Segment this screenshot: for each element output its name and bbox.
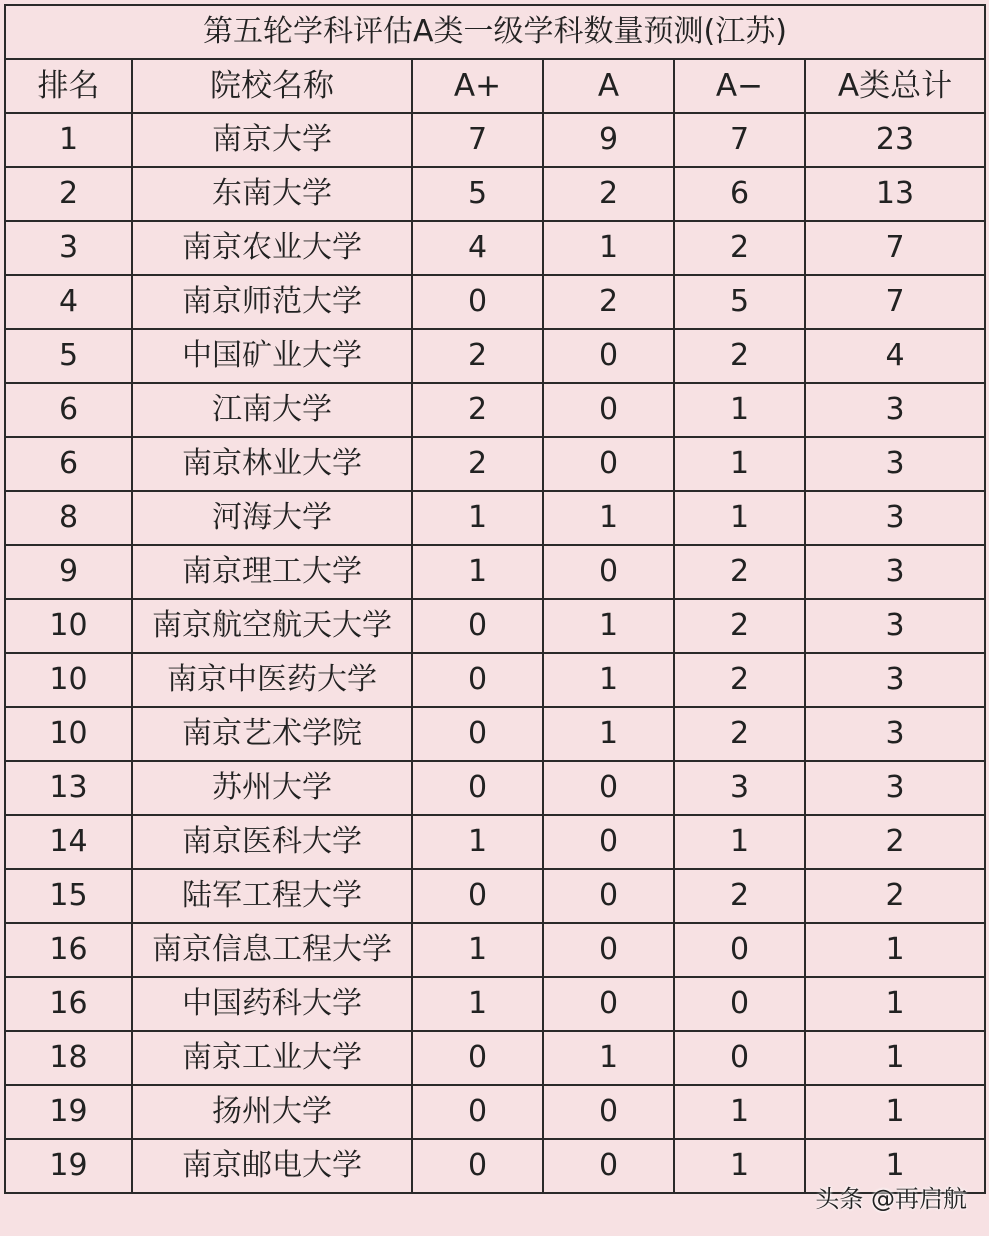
rank-cell: 18 bbox=[5, 1031, 132, 1085]
a-minus-cell: 2 bbox=[674, 545, 805, 599]
col-header-school: 院校名称 bbox=[132, 59, 412, 113]
school-cell: 陆军工程大学 bbox=[132, 869, 412, 923]
a-total-cell: 3 bbox=[805, 707, 985, 761]
a-total-cell: 13 bbox=[805, 167, 985, 221]
a-plus-cell: 4 bbox=[412, 221, 543, 275]
school-cell: 东南大学 bbox=[132, 167, 412, 221]
table-row bbox=[5, 599, 985, 653]
a-minus-cell: 5 bbox=[674, 275, 805, 329]
a-minus-cell: 2 bbox=[674, 599, 805, 653]
a-cell: 0 bbox=[543, 437, 674, 491]
rank-cell: 16 bbox=[5, 977, 132, 1031]
school-cell: 南京大学 bbox=[132, 113, 412, 167]
school-cell: 扬州大学 bbox=[132, 1085, 412, 1139]
table-title: 第五轮学科评估A类一级学科数量预测(江苏) bbox=[5, 5, 985, 59]
rank-cell: 5 bbox=[5, 329, 132, 383]
a-minus-cell: 0 bbox=[674, 1031, 805, 1085]
a-cell: 0 bbox=[543, 383, 674, 437]
school-cell: 南京航空航天大学 bbox=[132, 599, 412, 653]
school-cell: 江南大学 bbox=[132, 383, 412, 437]
school-cell: 南京师范大学 bbox=[132, 275, 412, 329]
table-row bbox=[5, 1085, 985, 1139]
a-total-cell: 3 bbox=[805, 383, 985, 437]
a-plus-cell: 0 bbox=[412, 869, 543, 923]
a-total-cell: 1 bbox=[805, 1031, 985, 1085]
a-plus-cell: 0 bbox=[412, 1031, 543, 1085]
a-minus-cell: 0 bbox=[674, 977, 805, 1031]
rank-cell: 19 bbox=[5, 1085, 132, 1139]
table-row bbox=[5, 761, 985, 815]
table-row bbox=[5, 1031, 985, 1085]
col-header-rank: 排名 bbox=[5, 59, 132, 113]
a-plus-cell: 0 bbox=[412, 761, 543, 815]
a-plus-cell: 1 bbox=[412, 977, 543, 1031]
watermark: 头条 @再启航 bbox=[815, 1185, 967, 1213]
rank-cell: 3 bbox=[5, 221, 132, 275]
school-cell: 南京医科大学 bbox=[132, 815, 412, 869]
a-total-cell: 2 bbox=[805, 815, 985, 869]
rank-cell: 6 bbox=[5, 437, 132, 491]
rank-cell: 10 bbox=[5, 707, 132, 761]
a-total-cell: 1 bbox=[805, 923, 985, 977]
table-row bbox=[5, 977, 985, 1031]
rank-cell: 10 bbox=[5, 599, 132, 653]
table-row bbox=[5, 869, 985, 923]
school-cell: 苏州大学 bbox=[132, 761, 412, 815]
table-row bbox=[5, 491, 985, 545]
table-row bbox=[5, 815, 985, 869]
table-row bbox=[5, 437, 985, 491]
a-minus-cell: 2 bbox=[674, 221, 805, 275]
a-minus-cell: 1 bbox=[674, 815, 805, 869]
col-header-a: A bbox=[543, 59, 674, 113]
a-cell: 2 bbox=[543, 275, 674, 329]
a-plus-cell: 5 bbox=[412, 167, 543, 221]
a-cell: 0 bbox=[543, 545, 674, 599]
rank-cell: 13 bbox=[5, 761, 132, 815]
a-cell: 1 bbox=[543, 491, 674, 545]
a-cell: 0 bbox=[543, 329, 674, 383]
a-plus-cell: 1 bbox=[412, 815, 543, 869]
rank-cell: 10 bbox=[5, 653, 132, 707]
a-plus-cell: 2 bbox=[412, 437, 543, 491]
a-total-cell: 23 bbox=[805, 113, 985, 167]
table-row bbox=[5, 653, 985, 707]
rank-cell: 14 bbox=[5, 815, 132, 869]
rank-cell: 1 bbox=[5, 113, 132, 167]
a-cell: 1 bbox=[543, 653, 674, 707]
a-total-cell: 3 bbox=[805, 599, 985, 653]
rank-cell: 8 bbox=[5, 491, 132, 545]
ranking-table bbox=[4, 4, 986, 1194]
a-minus-cell: 2 bbox=[674, 653, 805, 707]
rank-cell: 6 bbox=[5, 383, 132, 437]
rank-cell: 19 bbox=[5, 1139, 132, 1193]
school-cell: 河海大学 bbox=[132, 491, 412, 545]
a-plus-cell: 0 bbox=[412, 1139, 543, 1193]
a-plus-cell: 0 bbox=[412, 653, 543, 707]
a-cell: 0 bbox=[543, 869, 674, 923]
a-total-cell: 7 bbox=[805, 221, 985, 275]
a-minus-cell: 1 bbox=[674, 491, 805, 545]
school-cell: 南京邮电大学 bbox=[132, 1139, 412, 1193]
a-cell: 0 bbox=[543, 815, 674, 869]
a-plus-cell: 0 bbox=[412, 1085, 543, 1139]
a-cell: 0 bbox=[543, 761, 674, 815]
a-total-cell: 3 bbox=[805, 761, 985, 815]
a-plus-cell: 2 bbox=[412, 329, 543, 383]
a-minus-cell: 2 bbox=[674, 869, 805, 923]
a-minus-cell: 1 bbox=[674, 1139, 805, 1193]
a-total-cell: 3 bbox=[805, 653, 985, 707]
school-cell: 南京工业大学 bbox=[132, 1031, 412, 1085]
a-minus-cell: 3 bbox=[674, 761, 805, 815]
school-cell: 南京林业大学 bbox=[132, 437, 412, 491]
a-cell: 9 bbox=[543, 113, 674, 167]
a-total-cell: 3 bbox=[805, 491, 985, 545]
rank-cell: 4 bbox=[5, 275, 132, 329]
a-minus-cell: 1 bbox=[674, 383, 805, 437]
col-header-a-minus: A− bbox=[674, 59, 805, 113]
a-plus-cell: 2 bbox=[412, 383, 543, 437]
a-cell: 1 bbox=[543, 707, 674, 761]
school-cell: 南京信息工程大学 bbox=[132, 923, 412, 977]
a-minus-cell: 2 bbox=[674, 329, 805, 383]
table-row bbox=[5, 545, 985, 599]
a-cell: 0 bbox=[543, 1139, 674, 1193]
table-row bbox=[5, 113, 985, 167]
school-cell: 南京理工大学 bbox=[132, 545, 412, 599]
a-minus-cell: 1 bbox=[674, 1085, 805, 1139]
a-minus-cell: 6 bbox=[674, 167, 805, 221]
table-row bbox=[5, 167, 985, 221]
table-row bbox=[5, 221, 985, 275]
a-total-cell: 1 bbox=[805, 1139, 985, 1193]
rank-cell: 2 bbox=[5, 167, 132, 221]
a-cell: 0 bbox=[543, 923, 674, 977]
a-total-cell: 3 bbox=[805, 545, 985, 599]
a-cell: 0 bbox=[543, 977, 674, 1031]
school-cell: 南京中医药大学 bbox=[132, 653, 412, 707]
a-minus-cell: 0 bbox=[674, 923, 805, 977]
a-plus-cell: 0 bbox=[412, 275, 543, 329]
a-plus-cell: 1 bbox=[412, 491, 543, 545]
table-row bbox=[5, 275, 985, 329]
a-minus-cell: 1 bbox=[674, 437, 805, 491]
a-plus-cell: 0 bbox=[412, 599, 543, 653]
ranking-table-container bbox=[4, 4, 984, 1194]
table-row bbox=[5, 923, 985, 977]
a-minus-cell: 2 bbox=[674, 707, 805, 761]
a-plus-cell: 7 bbox=[412, 113, 543, 167]
school-cell: 南京农业大学 bbox=[132, 221, 412, 275]
rank-cell: 15 bbox=[5, 869, 132, 923]
school-cell: 中国矿业大学 bbox=[132, 329, 412, 383]
a-cell: 1 bbox=[543, 599, 674, 653]
rank-cell: 16 bbox=[5, 923, 132, 977]
a-plus-cell: 1 bbox=[412, 923, 543, 977]
table-row bbox=[5, 383, 985, 437]
rank-cell: 9 bbox=[5, 545, 132, 599]
a-cell: 2 bbox=[543, 167, 674, 221]
a-minus-cell: 7 bbox=[674, 113, 805, 167]
a-plus-cell: 1 bbox=[412, 545, 543, 599]
a-cell: 0 bbox=[543, 1085, 674, 1139]
table-row bbox=[5, 707, 985, 761]
a-total-cell: 2 bbox=[805, 869, 985, 923]
header-row bbox=[5, 59, 985, 113]
a-total-cell: 1 bbox=[805, 977, 985, 1031]
school-cell: 中国药科大学 bbox=[132, 977, 412, 1031]
a-plus-cell: 0 bbox=[412, 707, 543, 761]
a-cell: 1 bbox=[543, 221, 674, 275]
a-total-cell: 7 bbox=[805, 275, 985, 329]
a-cell: 1 bbox=[543, 1031, 674, 1085]
col-header-a-plus: A+ bbox=[412, 59, 543, 113]
table-body bbox=[5, 113, 985, 1193]
school-cell: 南京艺术学院 bbox=[132, 707, 412, 761]
a-total-cell: 3 bbox=[805, 437, 985, 491]
table-row bbox=[5, 329, 985, 383]
a-total-cell: 4 bbox=[805, 329, 985, 383]
a-total-cell: 1 bbox=[805, 1085, 985, 1139]
col-header-a-total: A类总计 bbox=[805, 59, 985, 113]
